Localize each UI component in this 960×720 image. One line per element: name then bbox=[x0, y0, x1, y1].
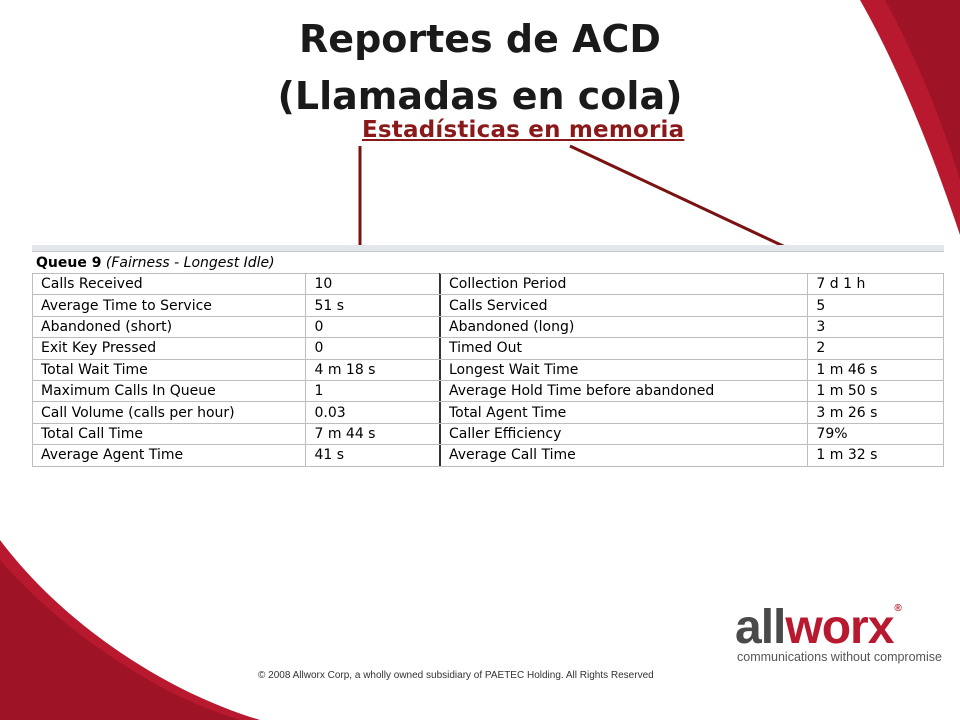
queue-mode: (Fairness - Longest Idle) bbox=[105, 255, 275, 271]
queue-stats-panel bbox=[32, 245, 944, 482]
stat-label: Maximum Calls In Queue bbox=[33, 380, 306, 401]
table-row bbox=[33, 316, 440, 337]
table-row bbox=[33, 338, 440, 359]
logo-wordmark bbox=[735, 601, 901, 654]
stat-label: Calls Received bbox=[33, 274, 306, 295]
stat-value: 1 m 46 s bbox=[808, 359, 944, 380]
table-row bbox=[441, 380, 944, 401]
table-row bbox=[441, 445, 944, 466]
table-row bbox=[33, 274, 440, 295]
table-row bbox=[441, 316, 944, 337]
stat-label: Average Hold Time before abandoned bbox=[441, 380, 808, 401]
table-row bbox=[33, 423, 440, 444]
stat-value: 0.03 bbox=[306, 402, 440, 423]
slide-title-line2: (Llamadas en cola) bbox=[277, 74, 683, 118]
stat-label: Longest Wait Time bbox=[441, 359, 808, 380]
slide-title-line1: Reportes de ACD bbox=[299, 17, 661, 61]
table-row bbox=[33, 380, 440, 401]
stat-value: 1 m 50 s bbox=[808, 380, 944, 401]
stat-value: 0 bbox=[306, 316, 440, 337]
stat-label: Average Agent Time bbox=[33, 445, 306, 466]
stat-label: Exit Key Pressed bbox=[33, 338, 306, 359]
queue-header bbox=[32, 251, 944, 273]
stat-label: Abandoned (short) bbox=[33, 316, 306, 337]
stat-label: Total Wait Time bbox=[33, 359, 306, 380]
copyright-notice: © 2008 Allworx Corp, a wholly owned subsidiary of PAETEC Holding. All Rights Reserved bbox=[258, 670, 654, 681]
stat-value: 1 bbox=[306, 380, 440, 401]
stat-label: Total Agent Time bbox=[441, 402, 808, 423]
table-row bbox=[441, 359, 944, 380]
stat-value: 4 m 18 s bbox=[306, 359, 440, 380]
stat-label: Call Volume (calls per hour) bbox=[33, 402, 306, 423]
stat-label: Abandoned (long) bbox=[441, 316, 808, 337]
table-row bbox=[441, 274, 944, 295]
logo-wordmark-part2: worx bbox=[785, 601, 894, 654]
queue-stats-right-table bbox=[440, 273, 944, 467]
queue-name: Queue 9 bbox=[36, 255, 102, 271]
logo-wordmark-part1: all bbox=[735, 601, 786, 654]
stat-value: 7 m 44 s bbox=[306, 423, 440, 444]
table-row bbox=[33, 445, 440, 466]
stat-value: 7 d 1 h bbox=[808, 274, 944, 295]
stat-value: 3 bbox=[808, 316, 944, 337]
table-row bbox=[33, 295, 440, 316]
stat-value: 1 m 32 s bbox=[808, 445, 944, 466]
table-row bbox=[33, 402, 440, 423]
stat-label: Collection Period bbox=[441, 274, 808, 295]
table-row bbox=[441, 295, 944, 316]
table-row bbox=[441, 423, 944, 444]
stat-value: 41 s bbox=[306, 445, 440, 466]
table-row bbox=[441, 402, 944, 423]
registered-mark: ® bbox=[894, 603, 901, 614]
stat-label: Timed Out bbox=[441, 338, 808, 359]
stat-value: 0 bbox=[306, 338, 440, 359]
table-row bbox=[441, 338, 944, 359]
stat-value: 3 m 26 s bbox=[808, 402, 944, 423]
stat-label: Total Call Time bbox=[33, 423, 306, 444]
stat-value: 51 s bbox=[306, 295, 440, 316]
stat-value: 10 bbox=[306, 274, 440, 295]
stat-label: Average Time to Service bbox=[33, 295, 306, 316]
allworx-logo bbox=[735, 601, 942, 668]
queue-stats-left-table bbox=[32, 273, 440, 467]
logo-tagline: communications without compromise bbox=[737, 650, 942, 664]
table-row bbox=[33, 359, 440, 380]
stat-label: Calls Serviced bbox=[441, 295, 808, 316]
slide-subtitle: Estadísticas en memoria bbox=[362, 117, 685, 143]
stat-value: 5 bbox=[808, 295, 944, 316]
stat-label: Caller Efficiency bbox=[441, 423, 808, 444]
stat-value: 79% bbox=[808, 423, 944, 444]
stat-label: Average Call Time bbox=[441, 445, 808, 466]
stat-value: 2 bbox=[808, 338, 944, 359]
